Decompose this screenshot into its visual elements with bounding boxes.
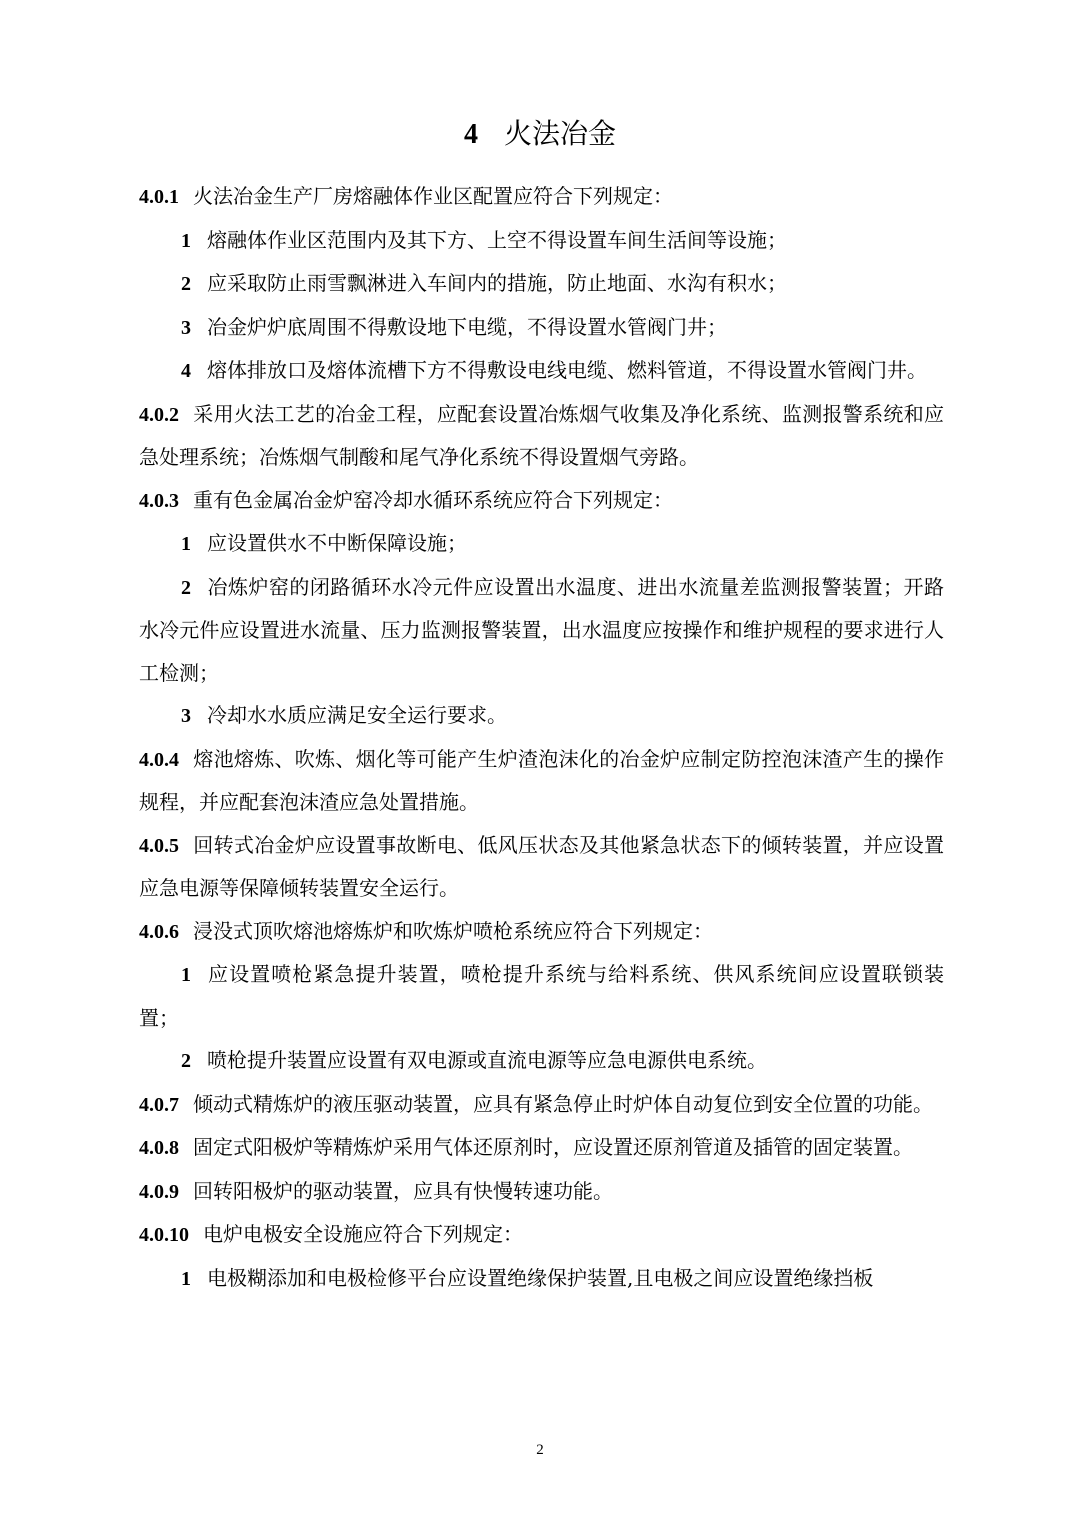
item-text: 熔体排放口及熔体流槽下方不得敷设电线电缆、燃料管道，不得设置水管阀门井。	[207, 358, 927, 382]
item-number: 4	[181, 360, 191, 382]
item-text: 应设置供水不中断保障设施；	[207, 531, 467, 555]
list-item	[139, 1039, 944, 1083]
clause-text: 回转式冶金炉应设置事故断电、低风压状态及其他紧急状态下的倾转装置，并应设置应急电源等保障倾转装置安全运行。	[139, 832, 944, 900]
clause-text: 回转阳极炉的驱动装置，应具有快慢转速功能。	[193, 1178, 613, 1203]
clause-4-0-9	[139, 1170, 944, 1214]
clause-number: 4.0.8	[139, 1137, 179, 1159]
item-number: 3	[181, 316, 191, 339]
item-text: 冷却水水质应满足安全运行要求。	[207, 703, 507, 727]
list-item	[139, 694, 944, 738]
clause-number: 4.0.5	[139, 834, 179, 857]
list-item	[139, 953, 944, 1039]
clause-text: 重有色金属冶金炉窑冷却水循环系统应符合下列规定：	[193, 487, 673, 512]
clause-number: 4.0.3	[139, 489, 179, 512]
item-text: 冶炼炉窑的闭路循环水冷元件应设置出水温度、进出水流量差监测报警装置；开路水冷元件应设置进水流量、压力监测报警装置，出水温度应按操作和维护规程的要求进行人工检测；	[139, 574, 944, 685]
clause-4-0-10	[139, 1213, 944, 1257]
clause-4-0-1	[139, 175, 944, 219]
list-item	[139, 566, 944, 695]
item-number: 2	[181, 576, 191, 599]
page-number: 2	[536, 1442, 544, 1458]
clause-number: 4.0.9	[139, 1180, 179, 1203]
clause-number: 4.0.4	[139, 748, 179, 771]
list-item	[139, 1257, 944, 1301]
item-number: 2	[181, 1050, 191, 1072]
item-text: 喷枪提升装置应设置有双电源或直流电源等应急电源供电系统。	[207, 1048, 767, 1072]
clause-4-0-7	[139, 1083, 944, 1127]
clause-number: 4.0.6	[139, 920, 179, 943]
item-number: 1	[181, 964, 191, 986]
item-text: 冶金炉炉底周围不得敷设地下电缆，不得设置水管阀门井；	[207, 314, 727, 339]
clause-text: 熔池熔炼、吹炼、烟化等可能产生炉渣泡沫化的冶金炉应制定防控泡沫渣产生的操作规程，并应配套泡沫渣应急处置措施。	[139, 746, 944, 814]
item-number: 2	[181, 273, 191, 295]
clause-text: 采用火法工艺的冶金工程，应配套设置冶炼烟气收集及净化系统、监测报警系统和应急处理系统；冶炼烟气制酸和尾气净化系统不得设置烟气旁路。	[139, 401, 944, 469]
list-item	[139, 219, 944, 263]
item-number: 1	[181, 1267, 191, 1290]
clause-4-0-4	[139, 738, 944, 824]
list-item	[139, 306, 944, 350]
item-text: 熔融体作业区范围内及其下方、上空不得设置车间生活间等设施；	[207, 227, 787, 252]
list-item	[139, 262, 944, 306]
clause-number: 4.0.7	[139, 1093, 179, 1116]
clause-number: 4.0.2	[139, 403, 179, 426]
clause-text: 固定式阳极炉等精炼炉采用气体还原剂时，应设置还原剂管道及插管的固定装置。	[193, 1135, 913, 1159]
clause-4-0-3	[139, 479, 944, 523]
chapter-number: 4	[463, 119, 478, 150]
item-text: 电极糊添加和电极检修平台应设置绝缘保护装置,且电极之间应设置绝缘挡板	[207, 1265, 874, 1290]
item-text: 应采取防止雨雪飘淋进入车间内的措施，防止地面、水沟有积水；	[207, 271, 787, 295]
clause-number: 4.0.1	[139, 186, 179, 208]
list-item	[139, 522, 944, 566]
clause-4-0-2	[139, 393, 944, 479]
clause-4-0-5	[139, 824, 944, 910]
chapter-title: 火法冶金	[503, 117, 616, 150]
clause-4-0-8	[139, 1126, 944, 1170]
clause-text: 浸没式顶吹熔池熔炼炉和吹炼炉喷枪系统应符合下列规定：	[193, 918, 713, 943]
clause-text: 电炉电极安全设施应符合下列规定：	[203, 1222, 523, 1246]
item-number: 1	[181, 229, 191, 252]
item-number: 3	[181, 705, 191, 727]
chapter-heading	[0, 112, 1080, 157]
clause-4-0-6	[139, 910, 944, 954]
list-item	[139, 349, 944, 393]
item-number: 1	[181, 533, 191, 555]
item-text: 应设置喷枪紧急提升装置，喷枪提升系统与给料系统、供风系统间应设置联锁装置；	[139, 962, 944, 1030]
clause-number: 4.0.10	[139, 1224, 189, 1246]
clause-text: 倾动式精炼炉的液压驱动装置，应具有紧急停止时炉体自动复位到安全位置的功能。	[193, 1091, 933, 1116]
clause-text: 火法冶金生产厂房熔融体作业区配置应符合下列规定：	[193, 184, 673, 208]
body-text	[139, 175, 944, 1300]
